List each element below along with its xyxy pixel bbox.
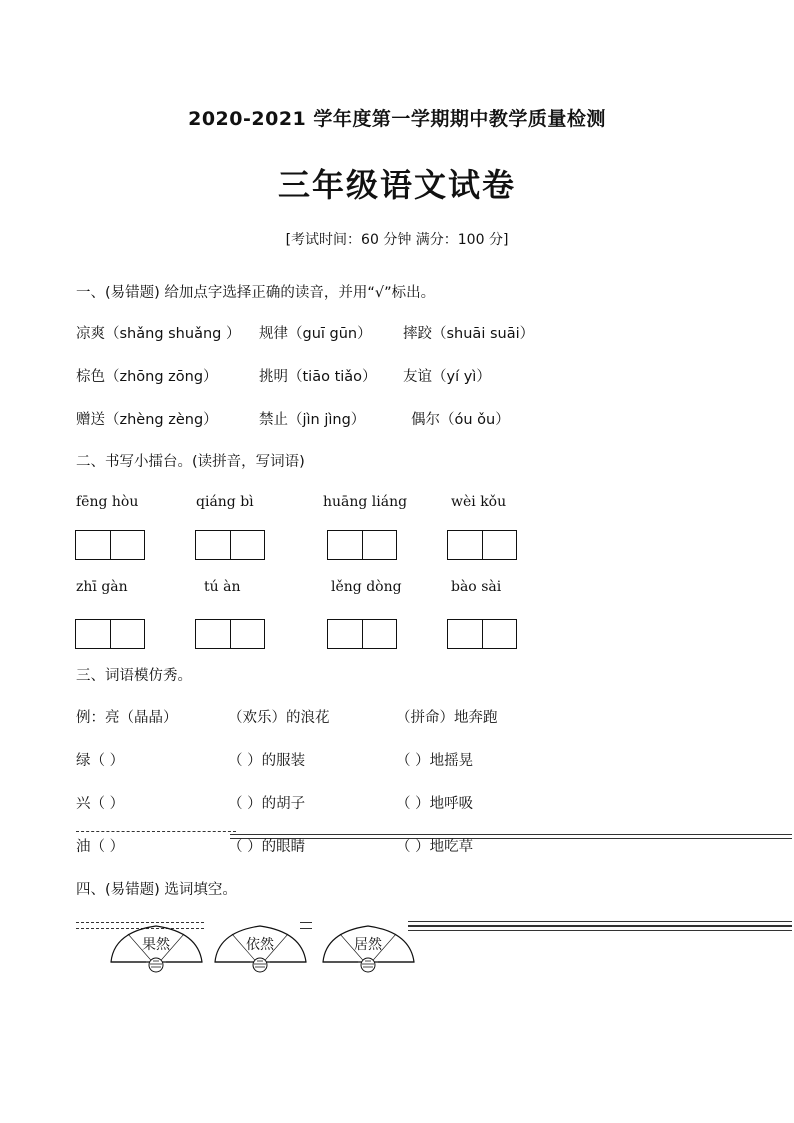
writing-grid-box[interactable] [447,530,517,560]
fill-blank-item[interactable]: （ ）的服装 [228,753,306,769]
pinyin-choice-item[interactable]: 摔跤（shuāi suāi） [403,326,535,342]
fan-word-card [212,922,312,976]
fill-blank-item[interactable]: （ ）的胡子 [228,796,306,812]
section-2-heading: 二、书写小擂台。(读拼音，写词语) [76,454,305,470]
pinyin-prompt: zhī gàn [76,579,128,595]
dashed-line [76,831,236,832]
writing-grid-box[interactable] [195,530,265,560]
section-1-heading: 一、(易错题) 给加点字选择正确的读音，并用“√”标出。 [76,285,436,301]
pinyin-prompt: wèi kǒu [451,494,507,510]
pinyin-prompt: huāng liáng [323,494,408,510]
writing-grid-box[interactable] [327,530,397,560]
fill-blank-item[interactable]: （ ）地呼吸 [396,796,474,812]
fill-blank-item[interactable]: （ ）地吃草 [396,839,474,855]
example-item: （拼命）地奔跑 [396,710,498,726]
rule-line [408,926,792,931]
pinyin-choice-item[interactable]: 赠送（zhèng zèng） [76,412,218,428]
fan-word-card [320,922,420,976]
pinyin-choice-item[interactable]: 规律（guī gūn） [259,326,372,342]
fan-word: 果然 [142,937,170,953]
fan-word: 居然 [354,937,382,953]
fill-blank-item[interactable]: 油（ ） [76,839,125,855]
pinyin-choice-item[interactable]: 友谊（yí yì） [403,369,491,385]
fill-blank-item[interactable]: 兴（ ） [76,796,125,812]
fill-blank-item[interactable]: （ ）地摇晃 [396,753,474,769]
fill-blank-item[interactable]: （ ）的眼睛 [228,839,306,855]
writing-grid-box[interactable] [195,619,265,649]
rule-line [230,834,792,839]
pinyin-prompt: lěng dòng [331,579,402,595]
writing-grid-box[interactable] [327,619,397,649]
pinyin-prompt: qiáng bì [196,494,254,510]
pinyin-prompt: tú àn [204,579,241,595]
fan-word-card [108,922,208,976]
pinyin-prompt: fēng hòu [76,494,139,510]
writing-grid-box[interactable] [75,619,145,649]
example-item: （欢乐）的浪花 [228,710,330,726]
pinyin-choice-item[interactable]: 禁止（jìn jìng） [259,412,366,428]
writing-grid-box[interactable] [75,530,145,560]
pinyin-choice-item[interactable]: 偶尔（óu ǒu） [411,412,510,428]
exam-info: [考试时间：60 分钟 满分：100 分] [285,232,509,248]
exam-title: 2020-2021 学年度第一学期期中教学质量检测 [188,108,606,130]
fan-word: 依然 [246,937,274,953]
paper-title: 三年级语文试卷 [277,166,516,204]
writing-grid-box[interactable] [447,619,517,649]
pinyin-choice-item[interactable]: 挑明（tiāo tiǎo） [259,369,377,385]
pinyin-prompt: bào sài [451,579,502,595]
section-3-heading: 三、词语模仿秀。 [76,668,192,684]
section-4-heading: 四、(易错题) 选词填空。 [76,882,237,898]
example-item: 例：亮（晶晶） [76,710,178,726]
pinyin-choice-item[interactable]: 棕色（zhōng zōng） [76,369,218,385]
fill-blank-item[interactable]: 绿（ ） [76,753,125,769]
pinyin-choice-item[interactable]: 凉爽（shǎng shuǎng ） [76,326,241,342]
